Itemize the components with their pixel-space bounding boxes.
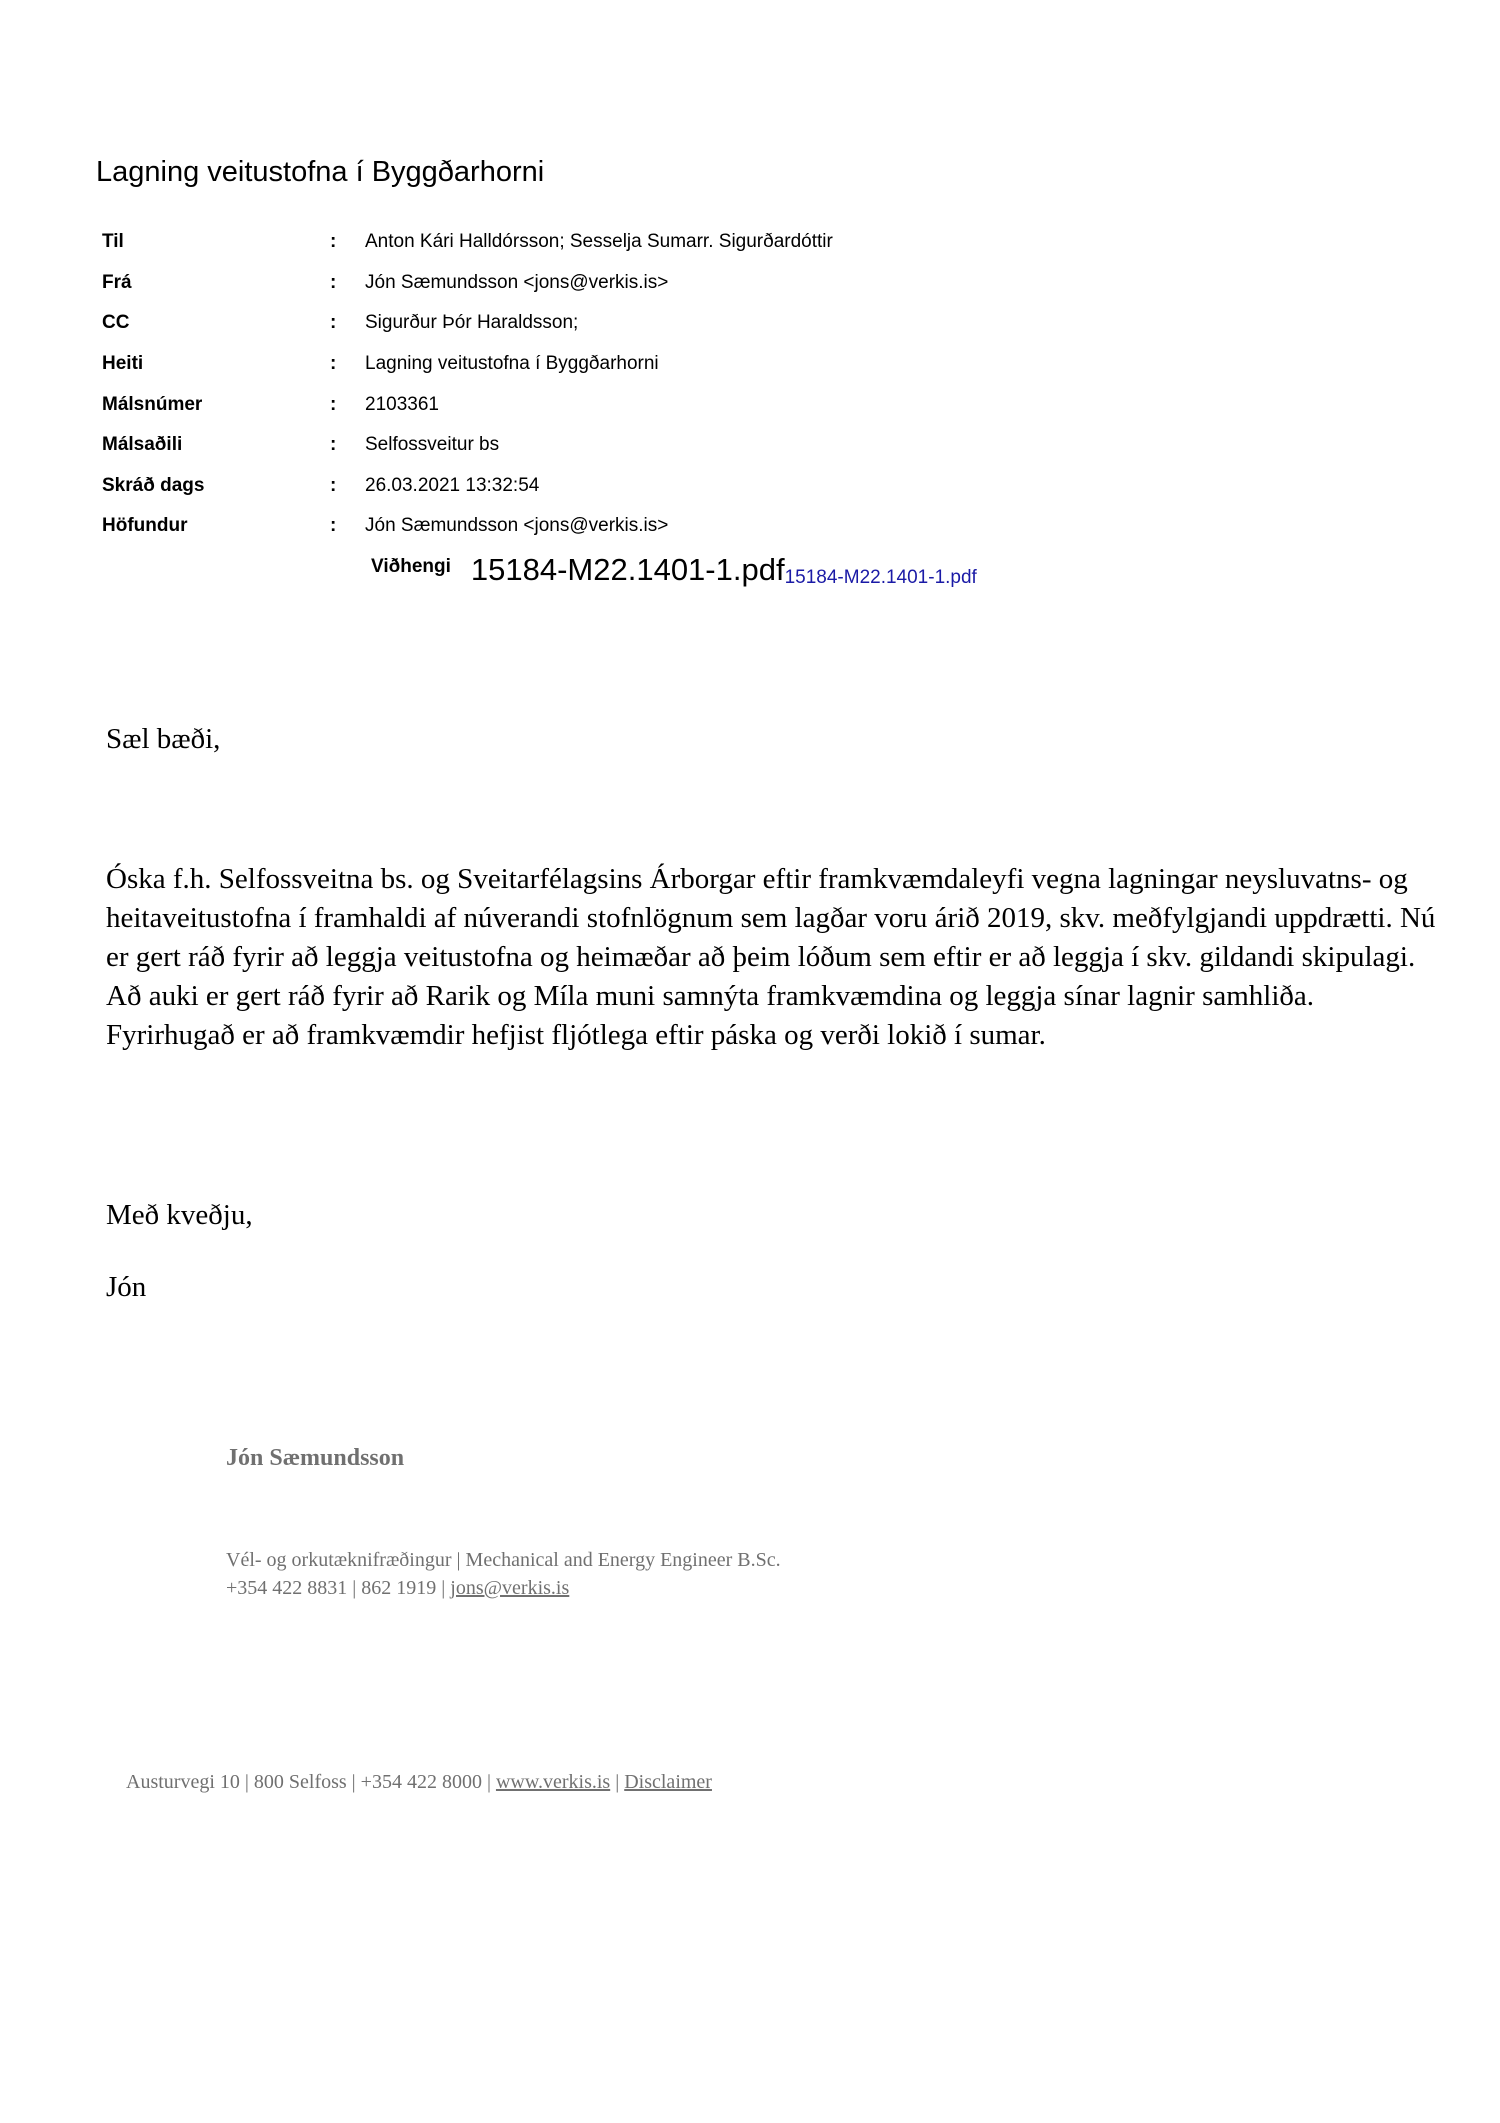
signature-name: Jón Sæmundsson <box>226 1445 405 1471</box>
field-value: 26.03.2021 13:32:54 <box>365 474 540 496</box>
message-body: Óska f.h. Selfossveitna bs. og Sveitarfélagsins Árborgar eftir framkvæmdaleyfi vegna lagningar neysluvatns- og heitaveitustofna í framhaldi af núverandi stofnlögnum sem lagðar voru árið 2019, skv. meðfylgjandi uppdrætti. Nú er gert ráð fyrir að leggja veitustofna og heimæðar að þeim lóðum sem eftir er að leggja í skv. gildandi skipulagi. Að auki er gert ráð fyrir að Rarik og Míla muni samnýta framkvæmdina og leggja sínar lagnir samhliða. Fyrirhugað er að framkvæmdir hefjist fljótlega eftir páska og verði lokið í sumar. <box>106 863 1436 1051</box>
field-label: Málsaðili <box>102 434 183 456</box>
email-header-fields <box>102 222 833 547</box>
field-row-author <box>102 506 833 547</box>
field-label: CC <box>102 312 130 334</box>
field-separator: : <box>330 312 337 334</box>
greeting: Sæl bæði, <box>106 723 221 755</box>
field-row-from <box>102 263 833 304</box>
page-title: Lagning veitustofna í Byggðarhorni <box>96 156 545 188</box>
field-row-date <box>102 466 833 507</box>
field-label: Málsnúmer <box>102 393 203 415</box>
field-value: Anton Kári Halldórsson; Sesselja Sumarr. Sigurðardóttir <box>365 231 833 253</box>
field-value: Jón Sæmundsson <jons@verkis.is> <box>365 515 669 537</box>
closing: Með kveðju, <box>106 1199 253 1231</box>
field-label: Skráð dags <box>102 474 205 496</box>
signature-details <box>226 1546 781 1602</box>
field-separator: : <box>330 515 337 537</box>
attachment-link[interactable]: 15184-M22.1401-1.pdf <box>784 567 977 588</box>
signature-phones: +354 422 8831 | 862 1919 | <box>226 1577 451 1599</box>
field-label: Höfundur <box>102 515 188 537</box>
field-value: Lagning veitustofna í Byggðarhorni <box>365 353 659 375</box>
footer-separator: | <box>610 1771 625 1793</box>
field-label: Til <box>102 231 124 253</box>
field-row-subject <box>102 344 833 385</box>
footer-address: Austurvegi 10 | 800 Selfoss | +354 422 8000 | <box>126 1771 496 1793</box>
field-separator: : <box>330 393 337 415</box>
attachment-filename: 15184-M22.1401-1.pdf <box>470 552 785 587</box>
field-separator: : <box>330 434 337 456</box>
field-row-cc <box>102 303 833 344</box>
disclaimer-link[interactable]: Disclaimer <box>624 1771 712 1793</box>
sender-name: Jón <box>106 1271 147 1303</box>
field-row-party <box>102 425 833 466</box>
field-value: Jón Sæmundsson <jons@verkis.is> <box>365 271 669 293</box>
field-value: Sigurður Þór Haraldsson; <box>365 312 579 334</box>
field-separator: : <box>330 271 337 293</box>
signature-email-link[interactable]: jons@verkis.is <box>450 1577 570 1599</box>
signature-title: Vél- og orkutæknifræðingur | Mechanical and Energy Engineer B.Sc. <box>226 1549 781 1571</box>
field-value: 2103361 <box>365 393 439 415</box>
website-link[interactable]: www.verkis.is <box>495 1771 611 1793</box>
field-separator: : <box>330 353 337 375</box>
signature-contact <box>226 1574 781 1602</box>
field-row-case-number <box>102 384 833 425</box>
field-label: Heiti <box>102 353 144 375</box>
attachment-row <box>371 552 977 589</box>
field-value: Selfossveitur bs <box>365 434 500 456</box>
field-separator: : <box>330 231 337 253</box>
company-footer <box>126 1771 712 1794</box>
field-separator: : <box>330 474 337 496</box>
field-row-to <box>102 222 833 263</box>
field-label: Frá <box>102 271 132 293</box>
attachment-label: Viðhengi <box>371 556 451 577</box>
